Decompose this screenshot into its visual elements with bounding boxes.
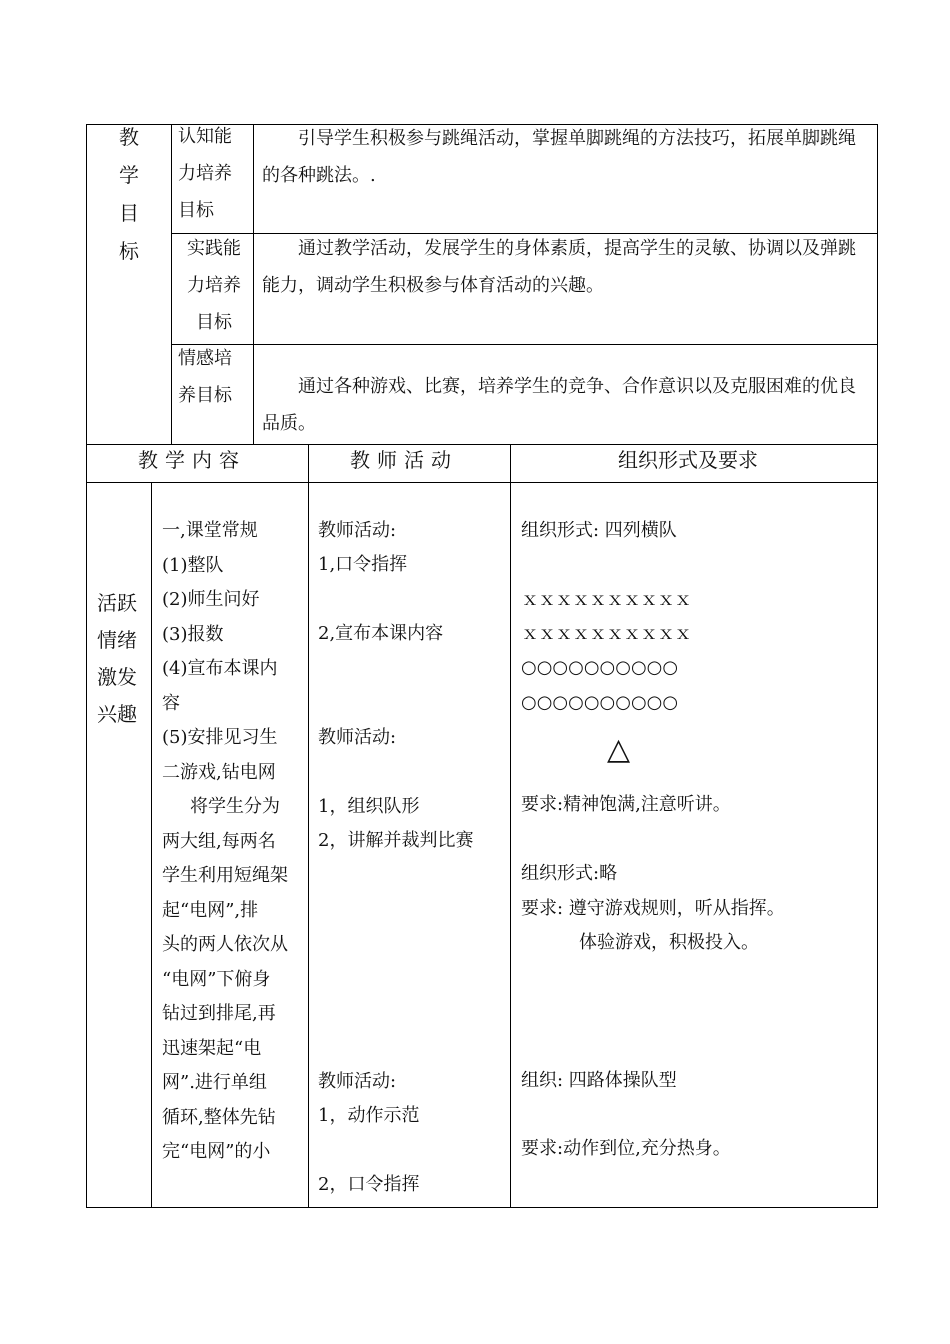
content-line: 头的两人依次从 bbox=[162, 934, 288, 955]
org-text-3: 组织形式:略 bbox=[521, 863, 618, 884]
org-text-7: 要求:动作到位,充分热身。 bbox=[521, 1138, 731, 1159]
objective-name-divider bbox=[253, 124, 254, 445]
objective-text-1: 引导学生积极参与跳绳活动，掌握单脚跳绳的方法技巧，拓展单脚跳绳的各种跳法。. bbox=[262, 128, 856, 186]
content-line: (4)宣布本课内 bbox=[162, 658, 278, 679]
content-line: 两大组,每两名 bbox=[162, 830, 276, 852]
content-line: 学生利用短绳架 bbox=[162, 865, 288, 886]
teacher-text-8: 1，动作示范 bbox=[318, 1105, 420, 1126]
content-line: (5)安排见习生 bbox=[162, 727, 278, 748]
teacher-text-5: 1，组织队形 bbox=[318, 796, 420, 817]
objective-text-2: 通过教学活动，发展学生的身体素质，提高学生的灵敏、协调以及弹跳能力，调动学生积极参与体育活动的兴趣。 bbox=[262, 238, 856, 296]
content-line: 网”.进行单组 bbox=[162, 1072, 267, 1093]
formation-row-4: ○○○○○○○○○○ bbox=[521, 692, 679, 713]
objective-text-3: 通过各种游戏、比赛，培养学生的竞争、合作意识以及克服困难的优良品质。 bbox=[262, 376, 856, 434]
col-divider-content-teacher bbox=[308, 444, 309, 1208]
header-teacher: 教师活动 bbox=[350, 448, 458, 472]
content-line: (2)师生问好 bbox=[162, 589, 260, 610]
org-text-2: 要求:精神饱满,注意听讲。 bbox=[521, 794, 731, 815]
objectives-label: 教学目标 bbox=[119, 125, 139, 263]
content-line: 将学生分为 bbox=[190, 796, 280, 817]
content-line: “电网”下俯身 bbox=[162, 968, 271, 990]
content-line: 完“电网”的小 bbox=[162, 1141, 271, 1162]
teacher-text-2: 1,口令指挥 bbox=[318, 554, 408, 575]
teacher-text-9: 2，口令指挥 bbox=[318, 1174, 420, 1195]
formation-row-1: ｘｘｘｘｘｘｘｘｘｘ bbox=[521, 589, 691, 610]
table-border-left bbox=[86, 124, 87, 1208]
objectives-bottom-divider bbox=[86, 444, 878, 445]
col-divider-section bbox=[151, 482, 152, 1208]
table-border-bottom bbox=[86, 1207, 878, 1208]
org-text-4: 要求: 遵守游戏规则，听从指挥。 bbox=[521, 898, 785, 919]
content-line: 一,课堂常规 bbox=[162, 520, 258, 541]
content-line: 迅速架起“电 bbox=[162, 1037, 262, 1059]
table-border-right bbox=[877, 124, 878, 1208]
objective-name-3: 情感培养目标 bbox=[178, 348, 232, 406]
org-text-5: 体验游戏，积极投入。 bbox=[579, 932, 759, 953]
content-line: (3)报数 bbox=[162, 623, 224, 645]
formation-row-2: ｘｘｘｘｘｘｘｘｘｘ bbox=[521, 623, 691, 644]
objective-row-divider-2 bbox=[171, 344, 878, 345]
org-text-6: 组织: 四路体操队型 bbox=[521, 1070, 677, 1091]
section-label: 活跃情绪激发兴趣 bbox=[97, 591, 137, 726]
content-line: 二游戏,钻电网 bbox=[162, 761, 276, 783]
header-content: 教学内容 bbox=[138, 448, 246, 472]
objective-name-2: 实践能力培养目标 bbox=[187, 238, 241, 333]
header-bottom-divider bbox=[86, 482, 878, 483]
teacher-triangle-icon: △ bbox=[607, 732, 631, 767]
formation-row-3: ○○○○○○○○○○ bbox=[521, 657, 679, 678]
teacher-text-6: 2，讲解并裁判比赛 bbox=[318, 830, 474, 851]
content-line: 循环,整体先钻 bbox=[162, 1106, 276, 1128]
content-line: (1)整队 bbox=[162, 554, 224, 576]
col-divider-teacher-org bbox=[510, 444, 511, 1208]
objective-name-1: 认知能力培养目标 bbox=[178, 126, 232, 221]
teacher-text-1: 教师活动: bbox=[318, 520, 397, 541]
content-line: 起“电网”,排 bbox=[162, 899, 259, 921]
header-org: 组织形式及要求 bbox=[618, 448, 758, 472]
content-line: 钻过到排尾,再 bbox=[162, 1003, 276, 1024]
teacher-text-3: 2,宣布本课内容 bbox=[318, 623, 444, 644]
content-line: 容 bbox=[162, 692, 180, 714]
teacher-text-7: 教师活动: bbox=[318, 1071, 397, 1092]
org-text-1: 组织形式: 四列横队 bbox=[521, 520, 677, 541]
objective-col-divider bbox=[171, 124, 172, 445]
teacher-text-4: 教师活动: bbox=[318, 727, 397, 748]
